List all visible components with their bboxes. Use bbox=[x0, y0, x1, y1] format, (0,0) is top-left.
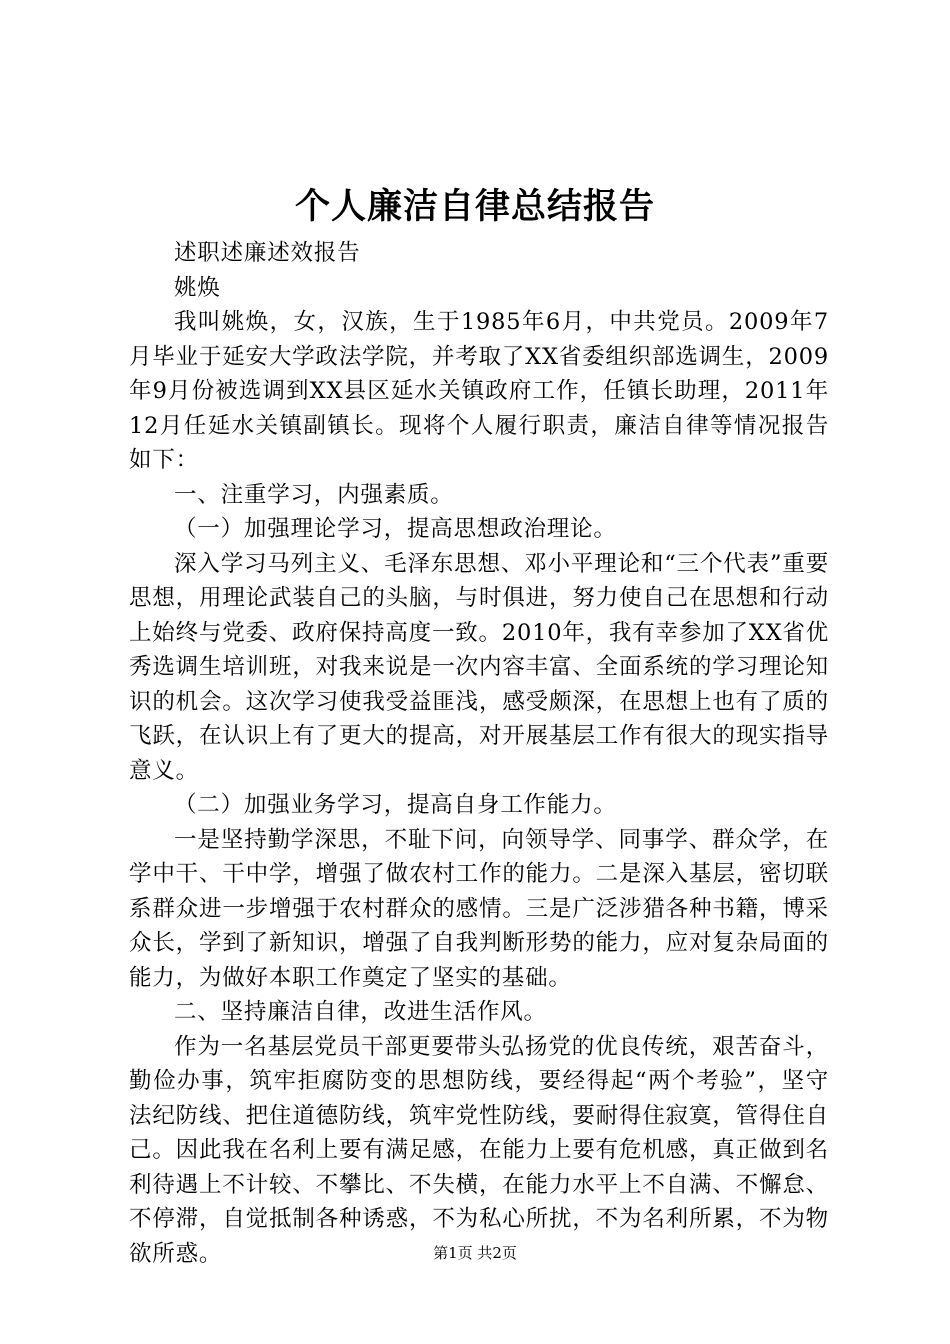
body-paragraph: 一是坚持勤学深思，不耻下问，向领导学、同事学、群众学，在学中干、干中学，增强了做农村工作的能力。二是深入基层，密切联系群众进一步增强于农村群众的感情。三是广泛涉猎各种书籍，博采众长，学到了新知识，增强了自我判断形势的能力，应对复杂局面的能力，为做好本职工作奠定了坚实的基础。 bbox=[129, 826, 829, 991]
section-heading-1: 一、注重学习，内强素质。 bbox=[174, 481, 454, 508]
body-paragraph: 作为一名基层党员干部更要带头弘扬党的优良传统，艰苦奋斗，勤俭办事，筑牢拒腐防变的思想防线，要经得起“两个考验”，坚守法纪防线、把住道德防线，筑牢党性防线，要耐得住寂寞，管得住自己。因此我在名利上要有满足感，在能力上要有危机感，真正做到名利待遇上不计较、不攀比、不失横，在能力水平上不自满、不懈怠、不停滞，自觉抵制各种诱惑，不为私心所扰，不为名利所累，不为物欲所惑。 bbox=[129, 1033, 829, 1267]
author-paragraph: 姚焕 bbox=[174, 274, 221, 301]
subsection-heading-2: （二）加强业务学习，提高自身工作能力。 bbox=[174, 792, 617, 818]
section-heading-2: 二、坚持廉洁自律，改进生活作风。 bbox=[174, 999, 547, 1025]
document-title: 个人廉洁自律总结报告 bbox=[294, 186, 655, 227]
page-footer: 第1页 共2页 bbox=[433, 1244, 517, 1262]
intro-paragraph: 我叫姚焕，女，汉族，生于1985年6月，中共党员。2009年7月毕业于延安大学政法学院，并考取了XX省委组织部选调生，2009年9月份被选调到XX县区延水关镇政府工作，任镇长助理，2011年12月任延水关镇副镇长。现将个人履行职责，廉洁自律等情况报告如下： bbox=[129, 309, 829, 473]
body-paragraph: 深入学习马列主义、毛泽东思想、邓小平理论和“三个代表”重要思想，用理论武装自己的头脑，与时俱进，努力使自己在思想和行动上始终与党委、政府保持高度一致。2010年，我有幸参加了XX省优秀选调生培训班，对我来说是一次内容丰富、全面系统的学习理论知识的机会。这次学习使我受益匪浅，感受颇深，在思想上也有了质的飞跃，在认识上有了更大的提高，对开展基层工作有很大的现实指导意义。 bbox=[129, 550, 829, 784]
subsection-heading-1: （一）加强理论学习，提高思想政治理论。 bbox=[174, 516, 617, 542]
subtitle-paragraph: 述职述廉述效报告 bbox=[174, 240, 361, 266]
document-body bbox=[129, 236, 829, 1271]
